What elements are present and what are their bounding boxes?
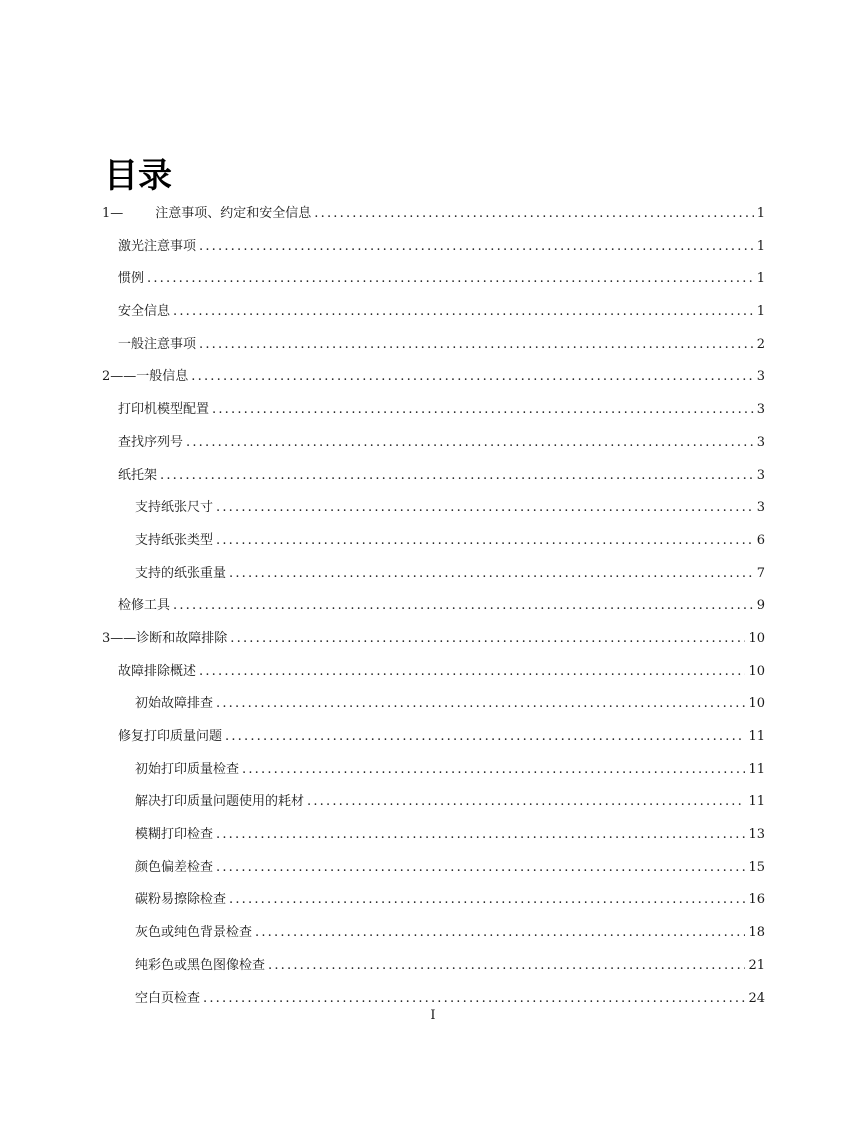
toc-entry-title: 惯例	[118, 271, 145, 287]
toc-entry-title: 安全信息	[118, 304, 171, 320]
toc-dot-leader	[216, 688, 745, 721]
table-of-contents	[102, 198, 765, 1015]
toc-entry-title: 模糊打印检查	[135, 827, 214, 843]
toc-page-number: 3	[756, 500, 765, 516]
toc-entry[interactable]	[102, 754, 765, 787]
toc-chapter-number: 3——	[102, 630, 137, 646]
toc-dot-leader	[225, 721, 745, 754]
toc-dot-leader	[229, 884, 745, 917]
toc-entry-title: 激光注意事项	[118, 238, 197, 254]
toc-entry-title: 查找序列号	[118, 434, 184, 450]
toc-entry-title: 颜色偏差检查	[135, 859, 214, 875]
toc-entry[interactable]	[102, 950, 765, 983]
toc-entry-title: 空白页检查	[135, 990, 201, 1006]
toc-dot-leader	[268, 950, 745, 983]
toc-page-number: 11	[748, 729, 765, 744]
toc-page-number: 3	[756, 369, 765, 385]
toc-dot-leader	[307, 786, 745, 819]
toc-page-number: 11	[748, 794, 765, 810]
toc-entry-title: 支持纸张尺寸	[135, 500, 214, 516]
toc-entry[interactable]	[102, 558, 765, 591]
toc-entry[interactable]	[102, 198, 765, 231]
toc-page-number: 3	[756, 434, 765, 450]
toc-entry[interactable]	[102, 231, 765, 264]
toc-entry-title: 打印机模型配置	[118, 402, 210, 418]
toc-entry[interactable]	[102, 656, 765, 689]
toc-page-number: 10	[748, 696, 765, 712]
toc-page-number: 15	[748, 859, 765, 875]
toc-page-number: 18	[748, 925, 765, 941]
page-number: I	[430, 1008, 436, 1023]
toc-entry[interactable]	[102, 525, 765, 558]
toc-dot-leader	[147, 263, 754, 296]
toc-dot-leader	[229, 558, 754, 591]
toc-dot-leader	[173, 590, 754, 623]
toc-dot-leader	[255, 917, 745, 950]
toc-page-number: 1	[756, 238, 765, 254]
toc-page-number: 1	[756, 271, 765, 287]
toc-dot-leader	[230, 623, 745, 656]
toc-dot-leader	[173, 296, 754, 329]
toc-entry[interactable]	[102, 296, 765, 329]
toc-entry-title: 灰色或纯色背景检查	[135, 925, 253, 941]
toc-page-number: 24	[748, 990, 765, 1006]
toc-page-number: 1	[756, 304, 765, 320]
toc-page-number: 10	[748, 663, 765, 679]
toc-page-number: 1	[756, 206, 765, 221]
toc-entry[interactable]	[102, 688, 765, 721]
toc-page-number: 9	[756, 598, 765, 614]
toc-entry-title: 修复打印质量问题	[118, 729, 223, 744]
toc-page-number: 11	[748, 761, 765, 777]
toc-entry-title: 解决打印质量问题使用的耗材	[135, 794, 305, 810]
toc-entry-title: 支持纸张类型	[135, 532, 214, 548]
toc-entry[interactable]	[102, 917, 765, 950]
page-title: 目录	[104, 156, 172, 196]
toc-entry-title: 碳粉易擦除检查	[135, 892, 227, 908]
toc-entry[interactable]	[102, 329, 765, 362]
toc-entry-title: 纸托架	[118, 467, 158, 483]
toc-entry[interactable]	[102, 786, 765, 819]
toc-entry-title: 初始故障排查	[135, 696, 214, 712]
toc-page-number: 3	[756, 402, 765, 418]
toc-chapter-number: 1—	[102, 206, 124, 221]
toc-dot-leader	[199, 656, 745, 689]
toc-entry[interactable]	[102, 460, 765, 493]
toc-entry[interactable]	[102, 852, 765, 885]
toc-dot-leader	[186, 427, 754, 460]
toc-entry-title: 一般注意事项	[118, 336, 197, 352]
toc-dot-leader	[160, 460, 754, 493]
toc-dot-leader	[199, 329, 754, 362]
toc-entry[interactable]	[102, 427, 765, 460]
toc-chapter-number: 2——	[102, 369, 137, 385]
toc-entry[interactable]	[102, 263, 765, 296]
toc-page-number: 13	[748, 827, 765, 843]
toc-entry[interactable]	[102, 492, 765, 525]
toc-entry[interactable]	[102, 721, 765, 754]
toc-entry-title: 诊断和故障排除	[136, 630, 228, 646]
toc-entry-title: 检修工具	[118, 598, 171, 614]
toc-entry-title: 纯彩色或黑色图像检查	[135, 957, 266, 973]
toc-dot-leader	[191, 361, 753, 394]
toc-dot-leader	[216, 492, 754, 525]
toc-entry[interactable]	[102, 590, 765, 623]
toc-page-number: 2	[756, 336, 765, 352]
toc-entry[interactable]	[102, 394, 765, 427]
toc-dot-leader	[242, 754, 745, 787]
toc-dot-leader	[216, 525, 754, 558]
toc-entry-title: 注意事项、约定和安全信息	[155, 206, 312, 221]
toc-entry[interactable]	[102, 819, 765, 852]
toc-entry-title: 初始打印质量检查	[135, 761, 240, 777]
toc-entry[interactable]	[102, 361, 765, 394]
toc-dot-leader	[199, 231, 754, 264]
toc-entry[interactable]	[102, 884, 765, 917]
toc-entry[interactable]	[102, 623, 765, 656]
toc-page-number: 21	[748, 957, 765, 973]
toc-page-number: 3	[756, 467, 765, 483]
toc-page-number: 6	[756, 532, 765, 548]
toc-page-number: 16	[748, 892, 765, 908]
toc-page-number: 7	[756, 565, 765, 581]
toc-dot-leader	[216, 819, 745, 852]
toc-entry-title: 支持的纸张重量	[135, 565, 227, 581]
toc-entry-title: 一般信息	[136, 369, 189, 385]
toc-page-number: 10	[748, 630, 765, 646]
toc-dot-leader	[314, 198, 753, 231]
toc-entry-title: 故障排除概述	[118, 663, 197, 679]
toc-dot-leader	[216, 852, 745, 885]
toc-dot-leader	[212, 394, 754, 427]
